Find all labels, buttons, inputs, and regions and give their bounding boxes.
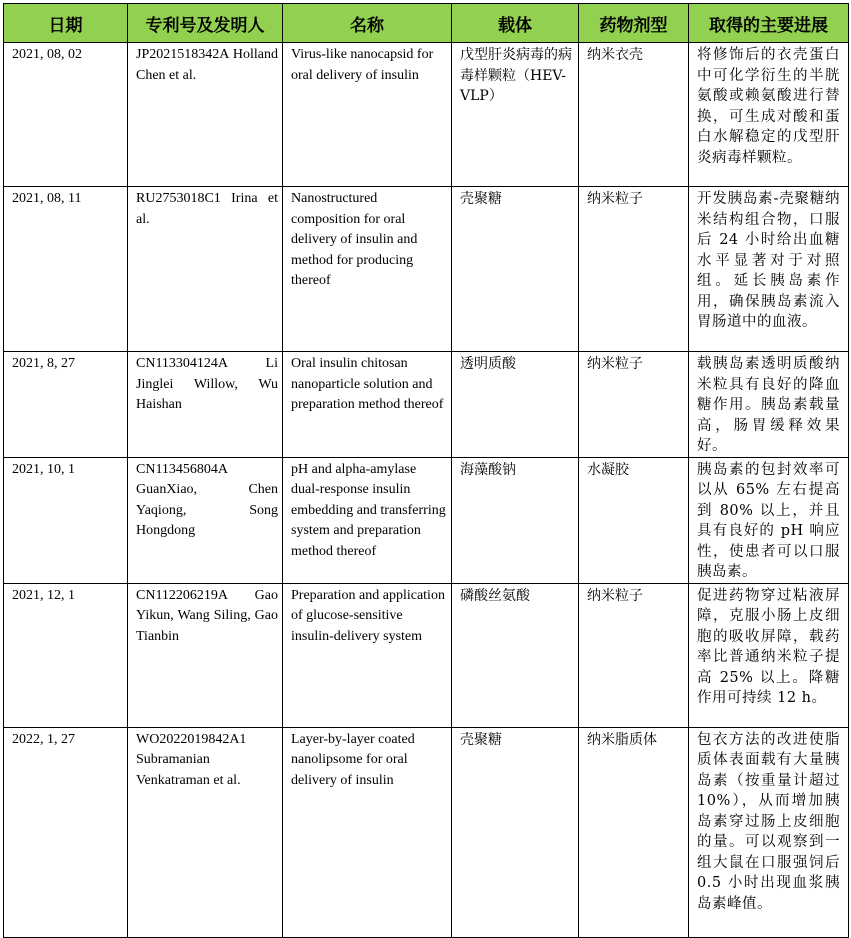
cell-date: 2021, 08, 02 — [4, 43, 128, 187]
header-date: 日期 — [4, 4, 128, 43]
cell-carrier: 壳聚糖 — [452, 187, 579, 352]
cell-progress: 促进药物穿过粘液屏障，克服小肠上皮细胞的吸收屏障，载药率比普通纳米粒子提高 25% 以上。降糖作用可持续 12 h。 — [689, 583, 849, 727]
header-carrier: 载体 — [452, 4, 579, 43]
cell-form: 纳米粒子 — [579, 187, 689, 352]
cell-patent: CN113456804A GuanXiao, Chen Yaqiong, Song Hongdong — [128, 457, 283, 583]
cell-title: Preparation and application of glucose-sensitive insulin-delivery system — [283, 583, 452, 727]
cell-date: 2021, 08, 11 — [4, 187, 128, 352]
cell-date: 2021, 10, 1 — [4, 457, 128, 583]
cell-patent: JP2021518342A Holland Chen et al. — [128, 43, 283, 187]
header-dosage-form: 药物剂型 — [579, 4, 689, 43]
cell-patent: CN112206219A Gao Yikun, Wang Siling, Gao Tianbin — [128, 583, 283, 727]
cell-title: Oral insulin chitosan nanoparticle solution and preparation method thereof — [283, 352, 452, 458]
table-row — [4, 583, 849, 727]
header-progress: 取得的主要进展 — [689, 4, 849, 43]
cell-form: 纳米粒子 — [579, 352, 689, 458]
cell-patent: RU2753018C1 Irina et al. — [128, 187, 283, 352]
header-patent-inventor: 专利号及发明人 — [128, 4, 283, 43]
table-row — [4, 352, 849, 458]
cell-form: 纳米衣壳 — [579, 43, 689, 187]
cell-title: pH and alpha-amylase dual-response insulin embedding and transferring system and preparation method thereof — [283, 457, 452, 583]
cell-title: Layer-by-layer coated nanolipsome for oral delivery of insulin — [283, 727, 452, 937]
cell-carrier: 壳聚糖 — [452, 727, 579, 937]
cell-form: 纳米脂质体 — [579, 727, 689, 937]
cell-patent: WO2022019842A1 Subramanian Venkatraman et al. — [128, 727, 283, 937]
cell-form: 水凝胶 — [579, 457, 689, 583]
cell-title: Virus-like nanocapsid for oral delivery of insulin — [283, 43, 452, 187]
cell-title: Nanostructured composition for oral delivery of insulin and method for producing thereof — [283, 187, 452, 352]
cell-progress: 载胰岛素透明质酸纳米粒具有良好的降血糖作用。胰岛素载量高，肠胃缓释效果好。 — [689, 352, 849, 458]
cell-date: 2021, 12, 1 — [4, 583, 128, 727]
cell-carrier: 磷酸丝氨酸 — [452, 583, 579, 727]
cell-date: 2022, 1, 27 — [4, 727, 128, 937]
table-row — [4, 457, 849, 583]
cell-progress: 包衣方法的改进使脂质体表面载有大量胰岛素（按重量计超过 10%），从而增加胰岛素穿过肠上皮细胞的量。可以观察到一组大鼠在口服强饲后 0.5 小时出现血浆胰岛素峰值。 — [689, 727, 849, 937]
patent-table — [3, 3, 849, 938]
table-row — [4, 43, 849, 187]
cell-progress: 胰岛素的包封效率可以从 65% 左右提高到 80% 以上，并且具有良好的 pH 响应性，使患者可以口服胰岛素。 — [689, 457, 849, 583]
header-title: 名称 — [283, 4, 452, 43]
cell-progress: 开发胰岛素-壳聚糖纳米结构组合物，口服后 24 小时给出血糖水平显著对于对照组。延长胰岛素作用，确保胰岛素流入胃肠道中的血液。 — [689, 187, 849, 352]
cell-form: 纳米粒子 — [579, 583, 689, 727]
table-row — [4, 187, 849, 352]
cell-date: 2021, 8, 27 — [4, 352, 128, 458]
cell-carrier: 透明质酸 — [452, 352, 579, 458]
table-row — [4, 727, 849, 937]
header-row — [4, 4, 849, 43]
cell-carrier: 海藻酸钠 — [452, 457, 579, 583]
cell-carrier: 戊型肝炎病毒的病毒样颗粒（HEV-VLP） — [452, 43, 579, 187]
cell-progress: 将修饰后的衣壳蛋白中可化学衍生的半胱氨酸或赖氨酸进行替换，可生成对酸和蛋白水解稳定的戊型肝炎病毒样颗粒。 — [689, 43, 849, 187]
cell-patent: CN113304124A Li Jinglei Willow, Wu Haishan — [128, 352, 283, 458]
